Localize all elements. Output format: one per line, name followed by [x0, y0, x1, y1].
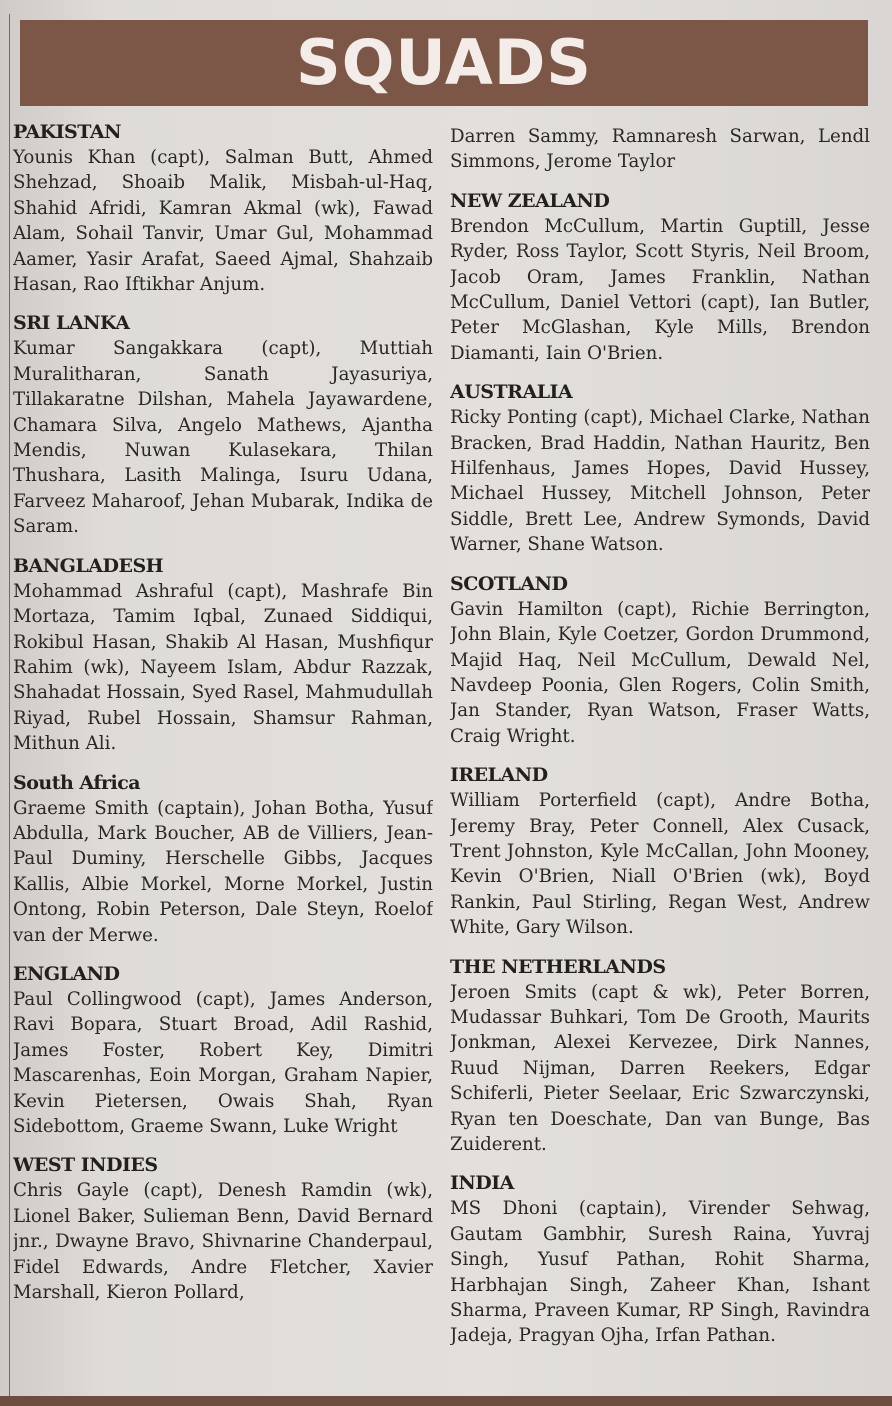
squad-players: Paul Collingwood (capt), James Anderson, Ravi Bopara, Stuart Broad, Adil Rashid, James Foster, Robert Key, Dimitri Mascarenhas, Eoin Morgan, Graham Napier, Kevin Pietersen, Owais Shah, Ryan Sidebottom, Graeme Swann, Luke Wright — [13, 988, 433, 1137]
squad-players: Gavin Hamilton (capt), Richie Berrington, John Blain, Kyle Coetzer, Gordon Drummond, Majid Haq, Neil McCullum, Dewald Nel, Navdeep Poonia, Glen Rogers, Colin Smith, Jan Stander, Ryan Watson, Fraser Watts, Craig Wright. — [450, 598, 870, 747]
squad-players: Kumar Sangakkara (capt), Muttiah Muralitharan, Sanath Jayasuriya, Tillakaratne Dilshan, Mahela Jayawardene, Chamara Silva, Angelo Mathews, Ajantha Mendis, Nuwan Kulasekara, Thilan Thushara, Lasith Malinga, Isuru Udana, Farveez Maharoof, Jehan Mubarak, Indika de Saram. — [13, 338, 433, 538]
squad-scotland — [450, 572, 870, 749]
squad-india — [450, 1171, 870, 1348]
squad-heading: NEW ZEALAND — [450, 189, 610, 212]
squad-west-indies-continued — [450, 124, 870, 175]
squad-heading: AUSTRALIA — [450, 381, 573, 404]
squad-australia — [450, 380, 870, 557]
squad-players: MS Dhoni (captain), Virender Sehwag, Gautam Gambhir, Suresh Raina, Yuvraj Singh, Yusuf Pathan, Rohit Sharma, Harbhajan Singh, Zaheer Khan, Ishant Sharma, Praveen Kumar, RP Singh, Ravindra Jadeja, Pragyan Ojha, Irfan Pathan. — [450, 1198, 870, 1347]
squad-heading: PAKISTAN — [13, 121, 121, 143]
squad-heading: SRI LANKA — [13, 312, 130, 335]
squad-south-africa — [13, 771, 433, 948]
squad-england — [13, 962, 433, 1139]
right-column — [450, 120, 870, 1390]
squad-the-netherlands — [450, 955, 870, 1158]
squad-players: Darren Sammy, Ramnaresh Sarwan, Lendl Simmons, Jerome Taylor — [450, 126, 870, 173]
squad-players: Brendon McCullum, Martin Guptill, Jesse Ryder, Ross Taylor, Scott Styris, Neil Broom, Jacob Oram, James Franklin, Nathan McCullum, Daniel Vettori (capt), Ian Butler, Peter McGlashan, Kyle Mills, Brendon Diamanti, Iain O'Brien. — [450, 215, 870, 364]
squad-heading: SCOTLAND — [450, 572, 568, 595]
squad-players: Mohammad Ashraful (capt), Mashrafe Bin Mortaza, Tamim Iqbal, Zunaed Siddiqui, Rokibul Hasan, Shakib Al Hasan, Mushfiqur Rahim (wk), Nayeem Islam, Abdur Razzak, Shahadat Hossain, Syed Rasel, Mahmudullah Riyad, Rubel Hossain, Shamsur Rahman, Mithun Ali. — [13, 580, 433, 755]
squad-players: Jeroen Smits (capt & wk), Peter Borren, Mudassar Buhkari, Tom De Grooth, Maurits Jonkman, Alexei Kervezee, Dirk Nannes, Ruud Nijman, Darren Reekers, Edgar Schiferli, Pieter Seelaar, Eric Szwarczynski, Ryan ten Doeschate, Dan van Bunge, Bas Zuiderent. — [450, 981, 870, 1155]
squad-sri-lanka — [13, 311, 433, 539]
squad-players: Ricky Ponting (capt), Michael Clarke, Nathan Bracken, Brad Haddin, Nathan Hauritz, Ben Hilfenhaus, James Hopes, David Hussey, Michael Hussey, Mitchell Johnson, Peter Siddle, Brett Lee, Andrew Symonds, David Warner, Shane Watson. — [450, 407, 870, 556]
squad-heading: IRELAND — [450, 764, 548, 787]
squads-banner — [20, 20, 868, 106]
squad-players: Younis Khan (capt), Salman Butt, Ahmed Shehzad, Shoaib Malik, Misbah-ul-Haq, Shahid Afridi, Kamran Akmal (wk), Fawad Alam, Sohail Tanvir, Umar Gul, Mohammad Aamer, Yasir Arafat, Saeed Ajmal, Shahzaib Hasan, Rao Iftikhar Anjum. — [13, 147, 433, 296]
squad-bangladesh — [13, 554, 433, 757]
left-column — [13, 120, 433, 1390]
squad-heading: INDIA — [450, 1172, 514, 1195]
squad-heading: WEST INDIES — [13, 1154, 158, 1177]
squad-new-zealand — [450, 189, 870, 366]
bottom-banner-edge — [0, 1396, 892, 1406]
squad-heading: BANGLADESH — [13, 554, 164, 577]
squad-ireland — [450, 763, 870, 940]
squad-pakistan — [13, 120, 433, 297]
squad-players: Graeme Smith (captain), Johan Botha, Yusuf Abdulla, Mark Boucher, AB de Villiers, Jean-Paul Duminy, Herschelle Gibbs, Jacques Kallis, Albie Morkel, Morne Morkel, Justin Ontong, Robin Peterson, Dale Steyn, Roelof van der Merwe. — [13, 797, 433, 946]
squad-players: William Porterfield (capt), Andre Botha, Jeremy Bray, Peter Connell, Alex Cusack, Trent Johnston, Kyle McCallan, John Mooney, Kevin O'Brien, Niall O'Brien (wk), Boyd Rankin, Paul Stirling, Regan West, Andrew White, Gary Wilson. — [450, 790, 870, 939]
column-rule — [9, 14, 10, 1398]
squad-heading: THE NETHERLANDS — [450, 955, 666, 978]
squad-heading: South Africa — [13, 771, 141, 794]
squad-players: Chris Gayle (capt), Denesh Ramdin (wk), Lionel Baker, Sulieman Benn, David Bernard jnr., Dwayne Bravo, Shivnarine Chanderpaul, Fidel Edwards, Andre Fletcher, Xavier Marshall, Kieron Pollard, — [13, 1180, 433, 1304]
squad-west-indies — [13, 1153, 433, 1305]
squad-heading: ENGLAND — [13, 962, 120, 985]
page-title: SQUADS — [296, 26, 592, 99]
